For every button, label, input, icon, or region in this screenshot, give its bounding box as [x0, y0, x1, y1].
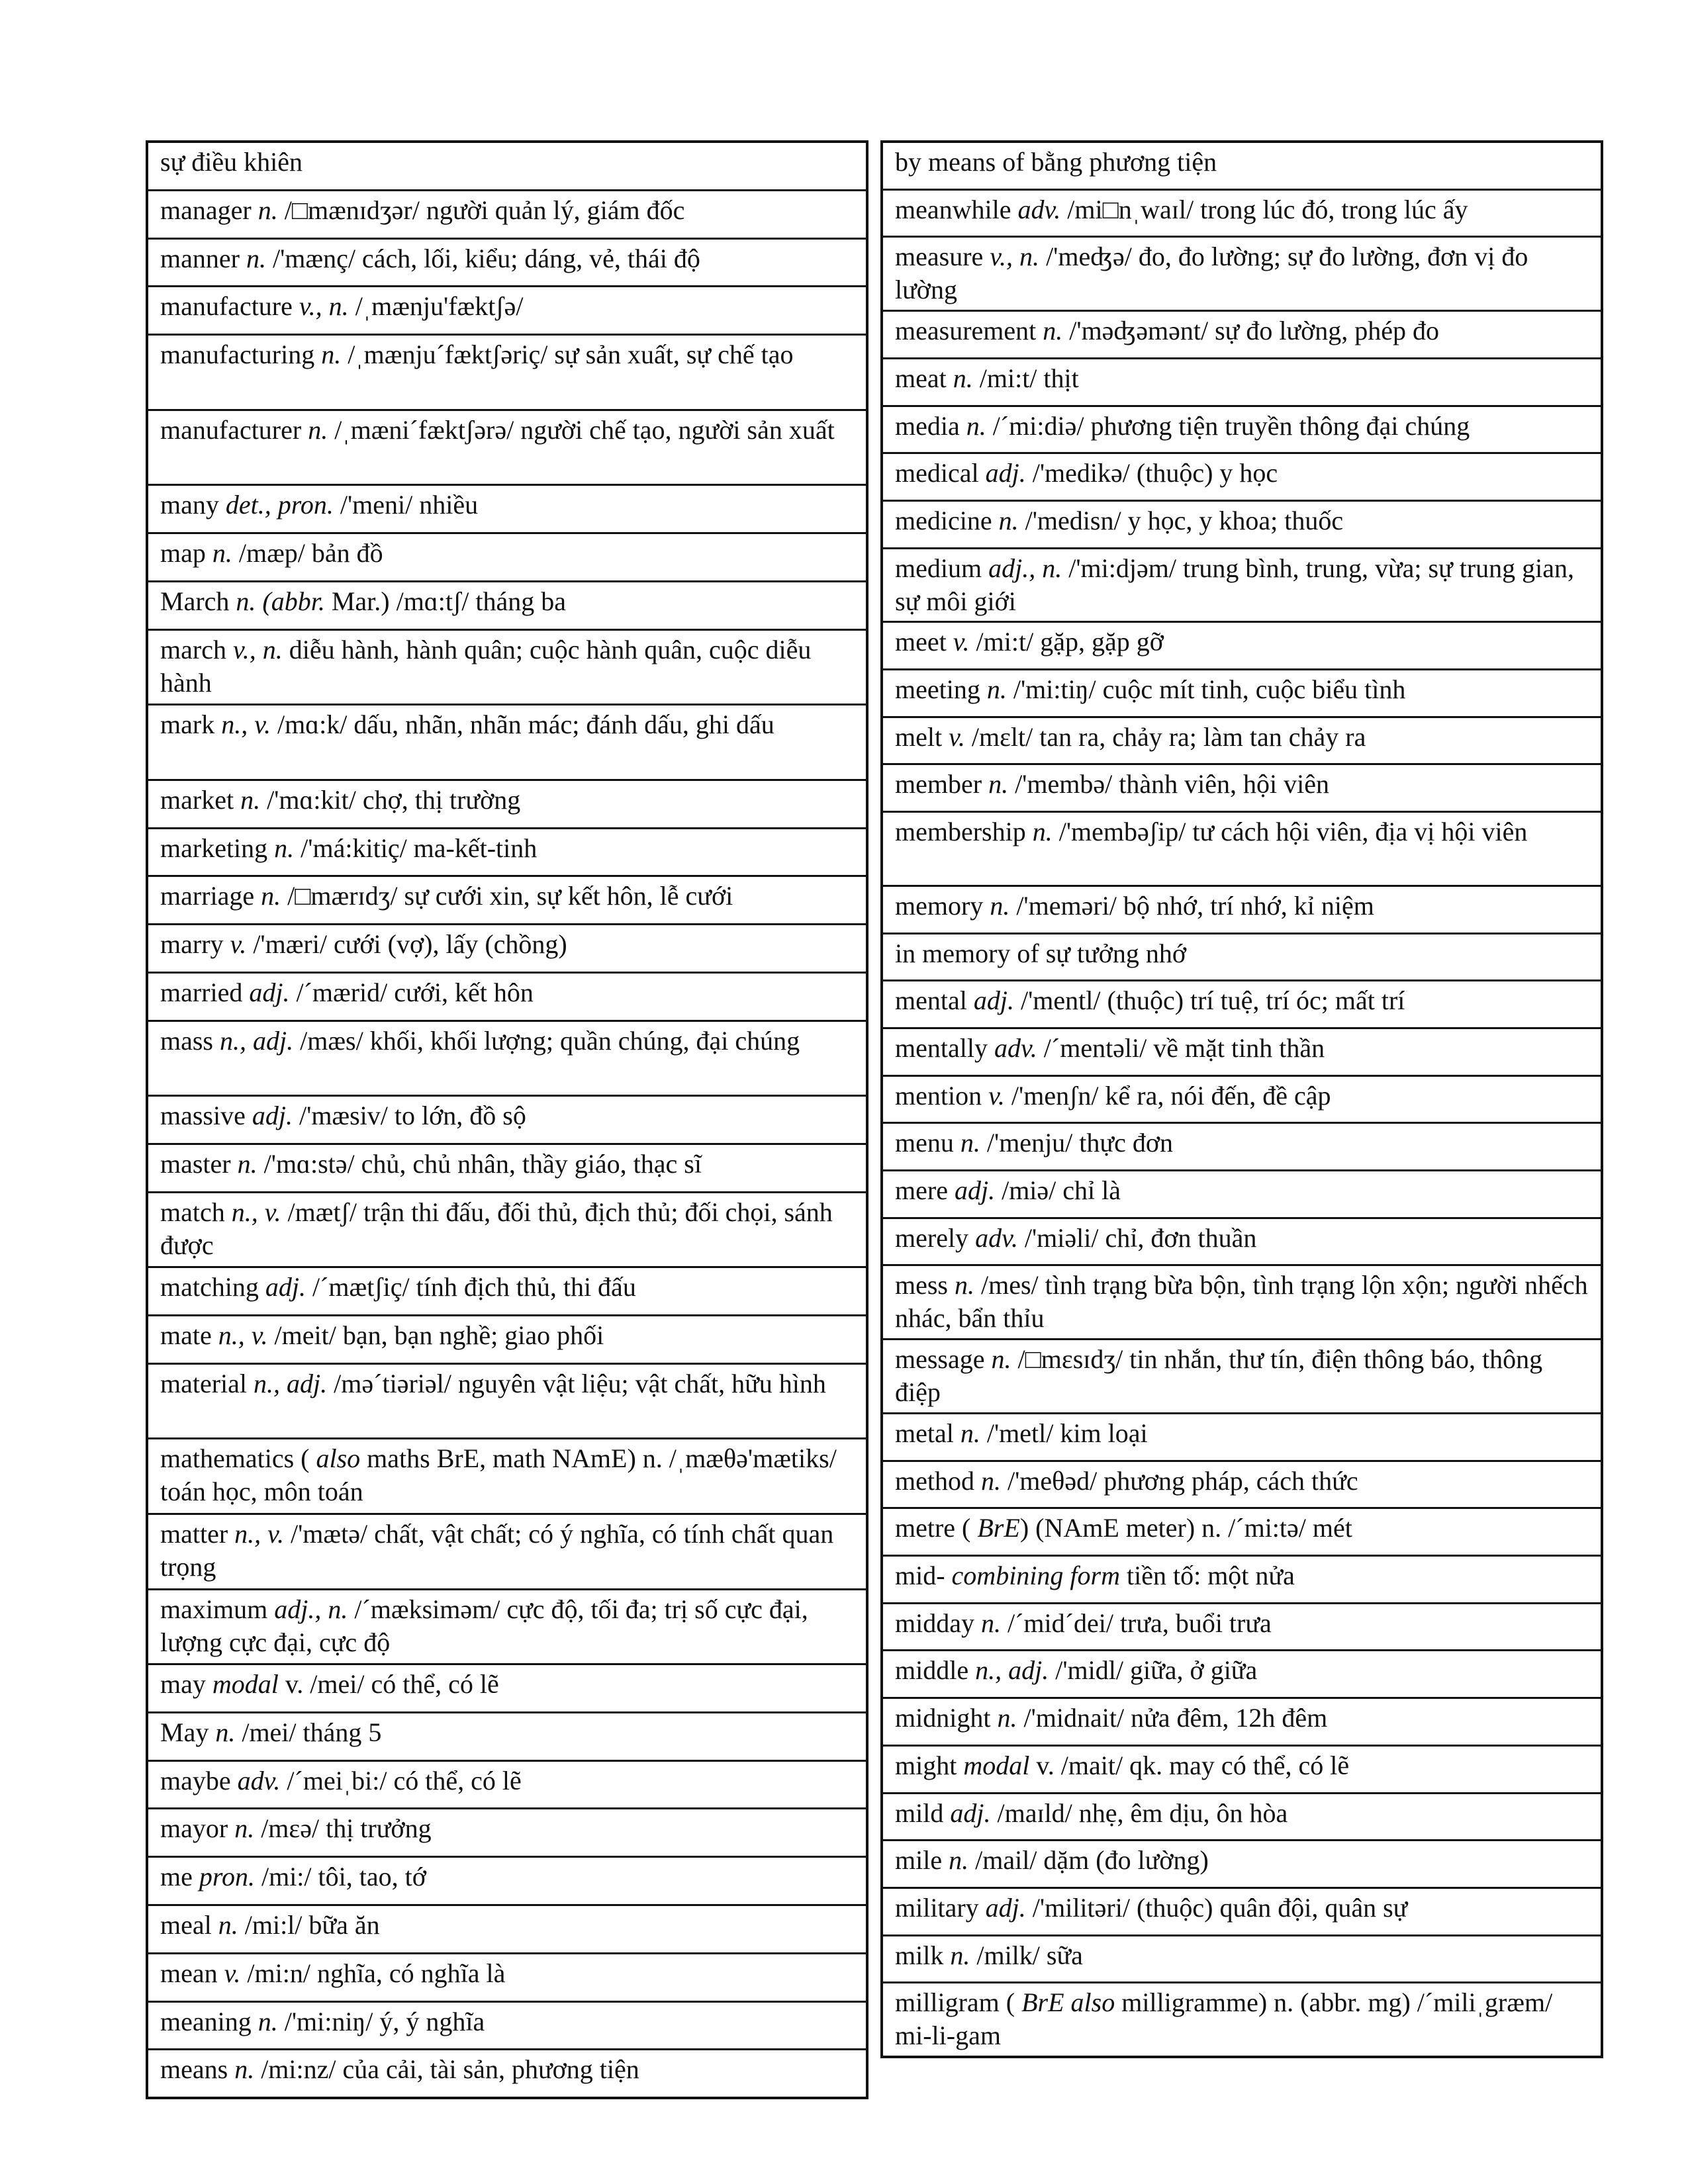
entry-headword: in memory of sự tưởng nhớ: [895, 938, 1187, 968]
entry-part-of-speech: BrE: [977, 1513, 1020, 1543]
entry-part-of-speech: n.: [998, 505, 1019, 535]
entry-definition: /'meni/ nhiều: [333, 490, 479, 520]
entry-part-of-speech: n.: [960, 1418, 980, 1449]
vocabulary-entry: [883, 885, 1601, 933]
right-vocabulary-column: [880, 140, 1603, 2058]
vocabulary-entry: [148, 1807, 866, 1856]
vocabulary-entry: [148, 484, 866, 532]
entry-headword: means: [160, 2054, 228, 2085]
entry-headword: material: [160, 1368, 248, 1398]
entry-part-of-speech: n.: [960, 1128, 980, 1158]
vocabulary-entry: [148, 2001, 866, 2049]
entry-part-of-speech: adj.: [252, 1101, 293, 1131]
vocabulary-entry: [148, 972, 866, 1020]
entry-headword: March: [160, 586, 230, 616]
entry-part-of-speech: n.: [980, 1465, 1001, 1496]
entry-definition: /'militəri/ (thuộc) quân đội, quân sự: [1025, 1892, 1408, 1923]
entry-headword: match: [160, 1197, 225, 1227]
vocabulary-entry: [883, 236, 1601, 310]
vocabulary-entry: [883, 1338, 1601, 1412]
vocabulary-entry: [883, 933, 1601, 980]
entry-part-of-speech: adv.: [975, 1222, 1018, 1253]
entry-part-of-speech: n.: [966, 410, 986, 441]
entry-definition: tiền tố: một nửa: [1119, 1561, 1295, 1591]
entry-part-of-speech: adj.: [265, 1272, 306, 1302]
entry-definition: /'membə/ thành viên, hội viên: [1008, 769, 1329, 799]
entry-headword: manager: [160, 195, 252, 225]
entry-headword: mean: [160, 1958, 218, 1988]
vocabulary-entry: [883, 1602, 1601, 1650]
entry-headword: meat: [895, 363, 947, 393]
entry-part-of-speech: v.: [953, 627, 970, 657]
entry-part-of-speech: also: [316, 1443, 361, 1474]
entry-part-of-speech: v.: [949, 721, 965, 752]
entry-definition: /´mentəli/ về mặt tinh thần: [1037, 1033, 1325, 1064]
entry-part-of-speech: adj., n.: [274, 1594, 348, 1624]
entry-definition: /'meʤə/ đo, đo lường; sự đo lường, đơn vị đo lường: [895, 242, 1528, 305]
entry-headword: melt: [895, 721, 943, 752]
entry-headword: midnight: [895, 1703, 991, 1733]
entry-headword: mass: [160, 1025, 213, 1056]
entry-headword: midday: [895, 1608, 974, 1638]
entry-headword: market: [160, 784, 234, 815]
entry-definition: /mæp/ bản đồ: [232, 538, 383, 569]
entry-headword: milk: [895, 1940, 944, 1970]
entry-headword: measure: [895, 242, 984, 272]
vocabulary-entry: [148, 532, 866, 580]
vocabulary-entry: [148, 875, 866, 923]
entry-part-of-speech: n.: [218, 1910, 238, 1940]
entry-definition: maths BrE, math NAmE) n. /ˌmæθə'mætiks/ toán học, môn toán: [160, 1443, 837, 1507]
entry-part-of-speech: n.: [212, 538, 232, 569]
vocabulary-entry: [148, 1856, 866, 1904]
vocabulary-entry: [883, 1122, 1601, 1169]
vocabulary-entry: [883, 668, 1601, 716]
entry-headword: matter: [160, 1519, 228, 1549]
vocabulary-entry: [148, 1020, 866, 1095]
entry-part-of-speech: n.: [988, 769, 1009, 799]
entry-part-of-speech: n.: [997, 1703, 1017, 1733]
entry-headword: measurement: [895, 316, 1037, 346]
entry-definition: /'mænç/ cách, lối, kiểu; dáng, vẻ, thái độ: [265, 243, 700, 273]
entry-part-of-speech: n.: [1043, 316, 1063, 346]
entry-definition: /mi:nz/ của cải, tài sản, phương tiện: [254, 2054, 639, 2085]
entry-part-of-speech: n.: [953, 363, 973, 393]
entry-part-of-speech: n.: [980, 1608, 1001, 1638]
vocabulary-entry: [883, 452, 1601, 500]
entry-definition: /'midl/ giữa, ở giữa: [1049, 1655, 1258, 1686]
vocabulary-entry: [883, 1075, 1601, 1122]
entry-definition: /mi:t/ gặp, gặp gỡ: [969, 627, 1164, 657]
entry-part-of-speech: n.: [215, 1717, 236, 1747]
entry-part-of-speech: v.: [988, 1080, 1005, 1111]
entry-headword: mental: [895, 985, 967, 1016]
entry-part-of-speech: v., n.: [299, 291, 349, 322]
entry-definition: /'menju/ thực đơn: [980, 1128, 1173, 1158]
vocabulary-entry: [883, 1792, 1601, 1840]
entry-headword: military: [895, 1892, 979, 1923]
entry-part-of-speech: n.: [274, 833, 295, 863]
entry-part-of-speech: n.: [234, 2054, 255, 2085]
entry-part-of-speech: BrE also: [1021, 1987, 1115, 2018]
entry-part-of-speech: n. (abbr.: [236, 586, 325, 616]
entry-part-of-speech: adj.: [973, 985, 1014, 1016]
entry-headword: meanwhile: [895, 194, 1011, 224]
entry-definition: /mi:l/ bữa ăn: [238, 1910, 380, 1940]
entry-definition: /'miəli/ chỉ, đơn thuần: [1017, 1222, 1257, 1253]
entry-headword: medium: [895, 553, 982, 583]
vocabulary-entry: [148, 334, 866, 409]
entry-headword: maximum: [160, 1594, 268, 1624]
entry-definition: /mi:t/ thịt: [972, 363, 1079, 393]
entry-headword: metre (: [895, 1513, 971, 1543]
vocabulary-entry: [883, 621, 1601, 668]
entry-part-of-speech: n.: [237, 1148, 258, 1179]
vocabulary-entry: [883, 716, 1601, 764]
entry-headword: menu: [895, 1128, 954, 1158]
entry-definition: /'medikə/ (thuộc) y học: [1025, 458, 1278, 488]
vocabulary-entry: [148, 1314, 866, 1363]
vocabulary-entry: [883, 1027, 1601, 1075]
entry-headword: mile: [895, 1845, 943, 1876]
vocabulary-entry: [883, 1555, 1601, 1602]
entry-headword: mild: [895, 1797, 944, 1828]
entry-definition: /'medisn/ y học, y khoa; thuốc: [1018, 505, 1344, 535]
vocabulary-entry: [883, 547, 1601, 621]
entry-headword: by means of bằng phương tiện: [895, 147, 1217, 177]
entry-definition: /mail/ dặm (đo lường): [968, 1845, 1209, 1876]
entry-headword: meet: [895, 627, 947, 657]
vocabulary-entry: [148, 704, 866, 779]
entry-headword: mate: [160, 1320, 212, 1351]
entry-part-of-speech: n., v.: [231, 1197, 281, 1227]
entry-headword: march: [160, 634, 226, 664]
entry-definition: /'mentl/ (thuộc) trí tuệ, trí óc; mất trí: [1013, 985, 1405, 1016]
entry-headword: marriage: [160, 881, 255, 911]
vocabulary-entry: [148, 923, 866, 972]
vocabulary-entry: [883, 1264, 1601, 1338]
entry-definition: /ˌmænju´fæktʃəriç/ sự sản xuất, sự chế tạo: [341, 340, 794, 370]
entry-part-of-speech: v.: [230, 929, 247, 960]
entry-definition: /'metl/ kim loại: [980, 1418, 1148, 1449]
entry-part-of-speech: adj.: [985, 458, 1026, 488]
entry-part-of-speech: n.: [321, 340, 342, 370]
entry-definition: /mɛə/ thị trưởng: [254, 1813, 432, 1844]
entry-headword: medical: [895, 458, 979, 488]
entry-headword: membership: [895, 817, 1026, 847]
entry-part-of-speech: n., v.: [221, 709, 271, 740]
entry-definition: /'mæri/ cưới (vợ), lấy (chồng): [246, 929, 567, 960]
entry-part-of-speech: adj., n.: [988, 553, 1062, 583]
entry-part-of-speech: n., adj.: [254, 1368, 328, 1398]
entry-headword: mayor: [160, 1813, 228, 1844]
entry-part-of-speech: v., n.: [232, 634, 283, 664]
entry-definition: /mei/ tháng 5: [235, 1717, 382, 1747]
vocabulary-entry: [883, 500, 1601, 547]
vocabulary-entry: [883, 1460, 1601, 1508]
entry-headword: mention: [895, 1080, 982, 1111]
vocabulary-entry: [883, 979, 1601, 1027]
entry-definition: /'mæsiv/ to lớn, đồ sộ: [293, 1101, 526, 1131]
entry-headword: sự điều khiên: [160, 147, 303, 177]
entry-part-of-speech: combining form: [951, 1561, 1120, 1591]
entry-headword: married: [160, 977, 243, 1007]
entry-headword: middle: [895, 1655, 969, 1686]
entry-definition: /'mɑ:stə/ chủ, chủ nhân, thầy giáo, thạc sĩ: [257, 1148, 702, 1179]
entry-headword: message: [895, 1344, 985, 1375]
entry-headword: mid-: [895, 1561, 945, 1591]
entry-part-of-speech: v.: [224, 1958, 241, 1988]
vocabulary-entry: [148, 580, 866, 629]
entry-definition: /'mi:djəm/ trung bình, trung, vừa; sự trung gian, sự môi giới: [895, 553, 1575, 616]
entry-definition: /mes/ tình trạng bừa bộn, tình trạng lộn xộn; người nhếch nhác, bẩn thỉu: [895, 1270, 1588, 1334]
entry-part-of-speech: n.: [258, 2006, 278, 2036]
entry-definition: /meit/ bạn, bạn nghề; giao phối: [267, 1320, 604, 1351]
entry-headword: memory: [895, 890, 984, 921]
entry-definition: /mə´tiəriəl/ nguyên vật liệu; vật chất, hữu hình: [327, 1368, 826, 1398]
entry-part-of-speech: v., n.: [990, 242, 1040, 272]
vocabulary-entry: [148, 143, 866, 189]
entry-part-of-speech: adv.: [237, 1765, 281, 1796]
vocabulary-entry: [148, 779, 866, 827]
entry-definition: /□mɛsɪdʒ/ tin nhắn, thư tín, điện thông báo, thông điệp: [895, 1344, 1543, 1408]
entry-headword: marry: [160, 929, 224, 960]
entry-headword: mathematics (: [160, 1443, 310, 1474]
vocabulary-entry: [148, 1363, 866, 1438]
vocabulary-entry: [883, 1745, 1601, 1792]
vocabulary-entry: [883, 1169, 1601, 1217]
entry-definition: /mætʃ/ trận thi đấu, đối thủ, địch thủ; đối chọi, sánh được: [160, 1197, 833, 1260]
vocabulary-entry: [148, 1711, 866, 1760]
entry-part-of-speech: n.: [991, 1344, 1011, 1375]
entry-headword: matching: [160, 1272, 259, 1302]
entry-part-of-speech: adj.: [954, 1175, 996, 1206]
vocabulary-entry: [883, 1649, 1601, 1697]
entry-part-of-speech: adj.: [249, 977, 290, 1007]
vocabulary-entry: [148, 1266, 866, 1314]
vocabulary-entry: [148, 1143, 866, 1191]
entry-definition: /miə/ chỉ là: [995, 1175, 1121, 1206]
entry-headword: meeting: [895, 674, 980, 705]
vocabulary-entry: [148, 1191, 866, 1267]
entry-part-of-speech: pron.: [199, 1862, 255, 1892]
entry-definition: v. /mei/ có thể, có lẽ: [278, 1669, 499, 1700]
entry-part-of-speech: n., v.: [234, 1519, 284, 1549]
entry-headword: mentally: [895, 1033, 988, 1064]
vocabulary-entry: [883, 1507, 1601, 1555]
entry-part-of-speech: n.: [990, 890, 1010, 921]
entry-part-of-speech: modal: [212, 1669, 279, 1700]
entry-part-of-speech: n.: [308, 414, 328, 445]
entry-definition: /mi:/ tôi, tao, tớ: [254, 1862, 426, 1892]
entry-definition: /ˌmæni´fæktʃərə/ người chế tạo, người sản xuất: [328, 414, 835, 445]
vocabulary-entry: [148, 238, 866, 286]
entry-definition: /'má:kitiç/ ma-kết-tinh: [294, 833, 538, 863]
vocabulary-entry: [148, 1095, 866, 1143]
vocabulary-entry: [148, 827, 866, 876]
entry-part-of-speech: n.: [949, 1845, 969, 1876]
entry-headword: map: [160, 538, 206, 569]
entry-headword: milligram (: [895, 1987, 1015, 2018]
entry-definition: /ˌmænju'fæktʃə/: [348, 291, 524, 322]
vocabulary-entry: [883, 310, 1601, 357]
entry-part-of-speech: n.: [986, 674, 1007, 705]
entry-definition: /'meθəd/ phương pháp, cách thức: [1000, 1465, 1358, 1496]
entry-definition: /´mi:diə/ phương tiện truyền thông đại chúng: [986, 410, 1470, 441]
vocabulary-entry: [883, 1217, 1601, 1265]
vocabulary-entry: [883, 811, 1601, 885]
entry-part-of-speech: n.: [955, 1270, 974, 1300]
entry-definition: /'membəʃip/ tư cách hội viên, địa vị hội viên: [1052, 817, 1528, 847]
entry-headword: merely: [895, 1222, 969, 1253]
entry-definition: /mæs/ khối, khối lượng; quần chúng, đại chúng: [293, 1025, 800, 1056]
entry-definition: /'mætə/ chất, vật chất; có ý nghĩa, có tính chất quan trọng: [160, 1519, 834, 1582]
entry-definition: /'midnait/ nửa đêm, 12h đêm: [1017, 1703, 1328, 1733]
entry-headword: meaning: [160, 2006, 252, 2036]
vocabulary-entry: [883, 1887, 1601, 1934]
vocabulary-entry: [148, 1760, 866, 1808]
vocabulary-entry: [883, 763, 1601, 811]
vocabulary-entry: [148, 409, 866, 484]
entry-definition: /'menʃn/ kể ra, nói đến, đề cập: [1004, 1080, 1331, 1111]
entry-definition: /mi:n/ nghĩa, có nghĩa là: [240, 1958, 506, 1988]
entry-definition: Mar.) /mɑ:tʃ/ tháng ba: [324, 586, 567, 616]
entry-part-of-speech: n.: [258, 195, 278, 225]
entry-headword: may: [160, 1669, 206, 1700]
vocabulary-entry: [148, 1437, 866, 1513]
entry-definition: /□mænɪdʒər/ người quản lý, giám đốc: [277, 195, 685, 225]
entry-definition: /mɑ:k/ dấu, nhãn, nhãn mác; đánh dấu, ghi dấu: [270, 709, 774, 740]
entry-part-of-speech: n.: [240, 784, 261, 815]
entry-headword: member: [895, 769, 982, 799]
entry-headword: mere: [895, 1175, 948, 1206]
entry-definition: /´mærid/ cưới, kết hôn: [289, 977, 534, 1007]
entry-definition: /'mi:niŋ/ ý, ý nghĩa: [277, 2006, 485, 2036]
entry-part-of-speech: n.: [261, 881, 281, 911]
vocabulary-entry: [883, 189, 1601, 236]
entry-definition: diễu hành, hành quân; cuộc hành quân, cuộc diễu hành: [160, 634, 812, 698]
entry-definition: /´mætʃiç/ tính địch thủ, thi đấu: [305, 1272, 636, 1302]
vocabulary-entry: [883, 143, 1601, 189]
entry-headword: maybe: [160, 1765, 231, 1796]
entry-headword: media: [895, 410, 960, 441]
entry-headword: manufacturing: [160, 340, 315, 370]
entry-part-of-speech: n., adj.: [220, 1025, 294, 1056]
entry-definition: /mɛlt/ tan ra, chảy ra; làm tan chảy ra: [964, 721, 1366, 752]
entry-part-of-speech: adj.: [950, 1797, 991, 1828]
vocabulary-entry: [883, 1839, 1601, 1887]
entry-part-of-speech: adv.: [1017, 194, 1061, 224]
entry-part-of-speech: n.: [246, 243, 266, 273]
vocabulary-entry: [148, 189, 866, 238]
entry-headword: manner: [160, 243, 240, 273]
entry-definition: /'məʤəmənt/ sự đo lường, phép đo: [1062, 316, 1440, 346]
vocabulary-entry: [148, 1952, 866, 2001]
entry-headword: massive: [160, 1101, 246, 1131]
vocabulary-entry: [883, 1981, 1601, 2056]
entry-part-of-speech: n.: [1032, 817, 1053, 847]
entry-definition: /'meməri/ bộ nhớ, trí nhớ, kỉ niệm: [1009, 890, 1374, 921]
entry-part-of-speech: modal: [963, 1750, 1030, 1780]
entry-headword: method: [895, 1465, 974, 1496]
entry-headword: might: [895, 1750, 957, 1780]
vocabulary-entry: [148, 1513, 866, 1588]
entry-headword: May: [160, 1717, 209, 1747]
entry-definition: /'mi:tiŋ/ cuộc mít tinh, cuộc biểu tình: [1006, 674, 1406, 705]
entry-headword: manufacture: [160, 291, 293, 322]
vocabulary-entry: [883, 1412, 1601, 1460]
vocabulary-entry: [883, 357, 1601, 405]
vocabulary-entry: [883, 405, 1601, 453]
entry-headword: master: [160, 1148, 231, 1179]
entry-headword: many: [160, 490, 219, 520]
entry-headword: metal: [895, 1418, 954, 1449]
entry-part-of-speech: det., pron.: [225, 490, 334, 520]
vocabulary-entry: [148, 1588, 866, 1664]
entry-part-of-speech: n., v.: [218, 1320, 268, 1351]
entry-definition: /□mærɪdʒ/ sự cưới xin, sự kết hôn, lễ cưới: [281, 881, 733, 911]
vocabulary-entry: [148, 1663, 866, 1711]
entry-definition: /´meiˌbi:/ có thể, có lẽ: [280, 1765, 522, 1796]
entry-definition: milligramme) n. (abbr. mg) /´miliˌgræm/ mi-li-gam: [895, 1987, 1553, 2051]
entry-definition: /'mɑ:kit/ chợ, thị trường: [260, 784, 521, 815]
entry-definition: /maɪld/ nhẹ, êm dịu, ôn hòa: [990, 1797, 1288, 1828]
vocabulary-entry: [883, 1697, 1601, 1745]
vocabulary-entry: [148, 629, 866, 704]
entry-part-of-speech: n., adj.: [975, 1655, 1049, 1686]
entry-headword: marketing: [160, 833, 268, 863]
entry-definition: /´mæksiməm/ cực độ, tối đa; trị số cực đại, lượng cực đại, cực độ: [160, 1594, 808, 1657]
entry-definition: /milk/ sữa: [970, 1940, 1083, 1970]
entry-headword: mess: [895, 1270, 948, 1300]
entry-definition: v. /mait/ qk. may có thể, có lẽ: [1029, 1750, 1350, 1780]
left-vocabulary-column: [146, 140, 868, 2099]
entry-part-of-speech: adv.: [994, 1033, 1037, 1064]
entry-headword: mark: [160, 709, 215, 740]
vocabulary-entry: [148, 2048, 866, 2097]
entry-definition: /´mid´dei/ trưa, buổi trưa: [1000, 1608, 1272, 1638]
entry-definition: ) (NAmE meter) n. /´mi:tə/ mét: [1019, 1513, 1352, 1543]
entry-headword: medicine: [895, 505, 992, 535]
entry-part-of-speech: n.: [950, 1940, 970, 1970]
vocabulary-entry: [148, 1904, 866, 1952]
vocabulary-entry: [148, 285, 866, 334]
entry-headword: me: [160, 1862, 193, 1892]
vocabulary-entry: [883, 1934, 1601, 1982]
entry-part-of-speech: n.: [234, 1813, 255, 1844]
entry-definition: /mi□nˌwaɪl/ trong lúc đó, trong lúc ấy: [1060, 194, 1468, 224]
entry-part-of-speech: adj.: [985, 1892, 1026, 1923]
entry-headword: meal: [160, 1910, 212, 1940]
entry-headword: manufacturer: [160, 414, 302, 445]
